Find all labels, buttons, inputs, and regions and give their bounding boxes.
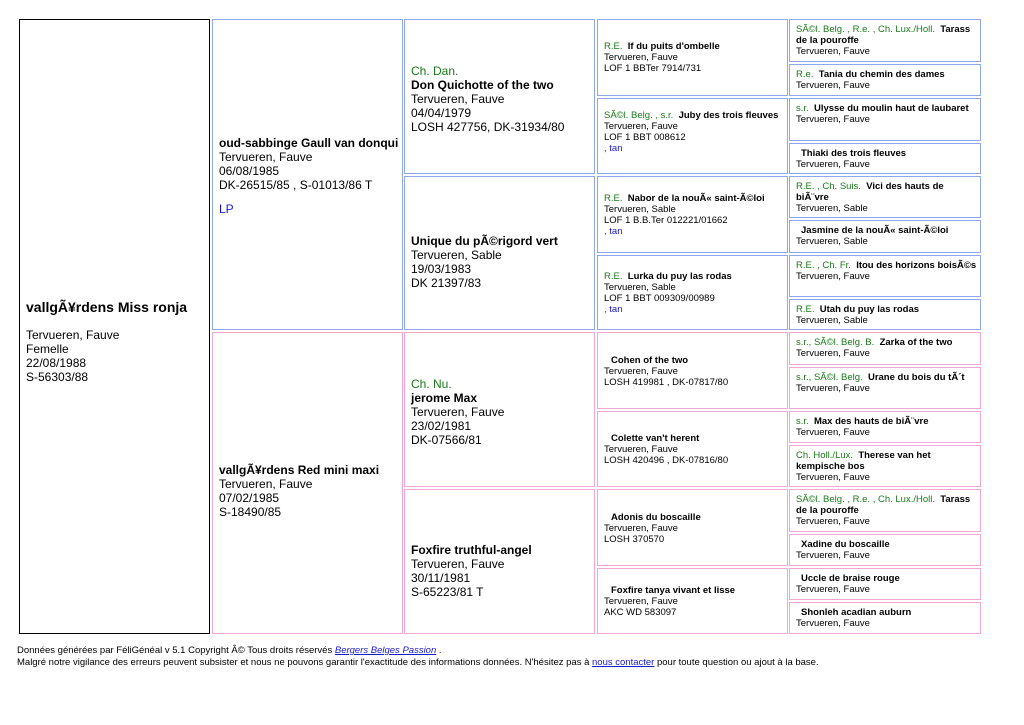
gen5-cell-4 <box>789 143 981 174</box>
gen4-reg: LOF 1 BBTer 7914/731 <box>604 63 702 74</box>
gen5-name: Zarka of the two <box>879 337 953 348</box>
gen5-name: Vici des hauts de biÃ¨vre <box>796 181 944 203</box>
gen5-title: R.E. <box>796 304 815 315</box>
subject-reg: S-56303/88 <box>26 370 89 384</box>
gen4-breed: Tervueren, Fauve <box>604 121 678 132</box>
dam-cell <box>212 332 403 634</box>
gen4-title: R.E. <box>604 41 623 52</box>
gen5-cell-8 <box>789 299 981 330</box>
footer-copyright: Données générées par FéliGénéal v 5.1 Copyright Â© Tous droits réservés <box>17 645 333 656</box>
gen5-cell-9 <box>789 332 981 365</box>
sire-name: oud-sabbinge Gaull van donqui <box>219 136 399 150</box>
footer-disclaimer: Malgré notre vigilance des erreurs peuvent subsister et nous ne pouvons garantir l'exactitude des informations données. N'hésitez pas à <box>17 657 590 668</box>
gen4-color: , tan <box>604 226 623 237</box>
gen3-reg: S-65223/81 T <box>411 585 484 599</box>
gen5-cell-6 <box>789 220 981 253</box>
gen4-reg: AKC WD 583097 <box>604 607 677 618</box>
gen5-title: R.E. , Ch. Fr. <box>796 260 851 271</box>
gen3-dob: 30/11/1981 <box>411 571 471 585</box>
gen5-name: Tarass de la pouroffe <box>796 24 971 46</box>
gen5-name: Therese van het kempische bos <box>796 450 931 472</box>
gen4-cell-7 <box>597 489 788 566</box>
gen5-cell-14 <box>789 534 981 566</box>
gen5-title: SÃ©l. Belg. , R.e. , Ch. Lux./Holl. <box>796 494 935 505</box>
gen3-title: Ch. Dan. <box>411 64 459 78</box>
gen5-breed: Tervueren, Sable <box>796 203 868 214</box>
gen5-breed: Tervueren, Fauve <box>796 80 870 91</box>
gen5-name: Tarass de la pouroffe <box>796 494 971 516</box>
gen5-title: R.e. <box>796 69 814 80</box>
gen4-breed: Tervueren, Fauve <box>604 596 678 607</box>
gen3-breed: Tervueren, Fauve <box>411 92 505 106</box>
gen5-title: Ch. Holl./Lux. <box>796 450 854 461</box>
gen5-cell-12 <box>789 445 981 487</box>
gen4-name: Adonis du boscaille <box>611 512 701 523</box>
gen5-title: s.r., SÃ©l. Belg. B. <box>796 337 875 348</box>
gen4-reg: LOSH 420496 , DK-07816/80 <box>604 455 729 466</box>
gen3-reg: LOSH 427756, DK-31934/80 <box>411 120 565 134</box>
gen5-breed: Tervueren, Fauve <box>796 114 870 125</box>
gen3-cell-2 <box>404 176 595 330</box>
footer-line-2 <box>17 657 819 669</box>
gen3-breed: Tervueren, Fauve <box>411 405 505 419</box>
gen5-breed: Tervueren, Fauve <box>796 271 870 282</box>
gen4-breed: Tervueren, Fauve <box>604 52 678 63</box>
gen5-cell-5 <box>789 176 981 218</box>
gen5-name: Shonleh acadian auburn <box>801 607 912 618</box>
gen5-cell-7 <box>789 255 981 297</box>
gen3-reg: DK-07566/81 <box>411 433 482 447</box>
footer-line-1 <box>17 645 819 657</box>
gen3-title: Ch. Nu. <box>411 377 452 391</box>
gen4-name: Juby des trois fleuves <box>678 110 779 121</box>
dam-name: vallgÃ¥rdens Red mini maxi <box>219 463 380 477</box>
gen4-cell-8 <box>597 568 788 634</box>
gen5-breed: Tervueren, Fauve <box>796 618 870 629</box>
gen5-breed: Tervueren, Sable <box>796 315 868 326</box>
gen3-name: Foxfire truthful-angel <box>411 543 532 557</box>
footer-line1-suffix: . <box>438 645 442 656</box>
gen3-cell-1 <box>404 19 595 174</box>
gen5-cell-10 <box>789 367 981 409</box>
gen5-breed: Tervueren, Fauve <box>796 383 870 394</box>
gen3-dob: 23/02/1981 <box>411 419 472 433</box>
gen4-reg: LOSH 370570 <box>604 534 665 545</box>
sire-breed: Tervueren, Fauve <box>219 150 313 164</box>
gen4-title: R.E. <box>604 271 623 282</box>
site-link[interactable]: Bergers Belges Passion <box>334 645 437 656</box>
gen5-cell-3 <box>789 98 981 141</box>
gen5-name: Utah du puy las rodas <box>819 304 920 315</box>
footer-line2-suffix: pour toute question ou ajout à la base. <box>656 657 819 668</box>
gen4-reg: LOF 1 BBT 008612 <box>604 132 686 143</box>
gen5-cell-15 <box>789 568 981 600</box>
gen4-breed: Tervueren, Fauve <box>604 366 678 377</box>
gen4-title: SÃ©l. Belg. , s.r. <box>604 110 674 121</box>
gen4-color: , tan <box>604 143 623 154</box>
gen4-cell-2 <box>597 98 788 174</box>
gen3-dob: 04/04/1979 <box>411 106 472 120</box>
dam-dob: 07/02/1985 <box>219 491 280 505</box>
subject-sex: Femelle <box>26 342 69 356</box>
dam-breed: Tervueren, Fauve <box>219 477 313 491</box>
gen5-name: Ulysse du moulin haut de laubaret <box>813 103 969 114</box>
gen5-breed: Tervueren, Fauve <box>796 46 870 57</box>
gen4-cell-4 <box>597 255 788 330</box>
gen3-cell-4 <box>404 489 595 634</box>
gen3-reg: DK 21397/83 <box>411 276 482 290</box>
gen3-name: Unique du pÃ©rigord vert <box>411 234 558 248</box>
gen5-name: Thiaki des trois fleuves <box>801 148 907 159</box>
sire-extra: LP <box>219 202 234 216</box>
gen4-cell-3 <box>597 176 788 253</box>
gen5-name: Jasmine de la nouÃ« saint-Ã©loi <box>801 225 949 236</box>
footer <box>17 645 819 669</box>
gen3-cell-3 <box>404 332 595 487</box>
dam-reg: S-18490/85 <box>219 505 282 519</box>
gen5-cell-16 <box>789 602 981 634</box>
gen3-breed: Tervueren, Fauve <box>411 557 505 571</box>
gen3-name: jerome Max <box>411 391 478 405</box>
gen4-cell-1 <box>597 19 788 96</box>
sire-reg: DK-26515/85 , S-01013/86 T <box>219 178 373 192</box>
gen5-title: R.E. , Ch. Suis. <box>796 181 861 192</box>
gen5-title: s.r., SÃ©l. Belg. <box>796 372 863 383</box>
sire-cell <box>212 19 403 330</box>
gen5-breed: Tervueren, Fauve <box>796 427 870 438</box>
gen5-breed: Tervueren, Fauve <box>796 348 870 359</box>
gen4-title: R.E. <box>604 193 623 204</box>
gen4-breed: Tervueren, Sable <box>604 282 676 293</box>
gen4-name: Lurka du puy las rodas <box>627 271 732 282</box>
gen5-cell-11 <box>789 411 981 443</box>
gen5-title: s.r. <box>796 103 809 114</box>
gen5-cell-2 <box>789 64 981 96</box>
gen4-name: If du puits d'ombelle <box>627 41 720 52</box>
subject-dob: 22/08/1988 <box>26 356 87 370</box>
gen5-breed: Tervueren, Fauve <box>796 472 870 483</box>
gen5-breed: Tervueren, Fauve <box>796 516 870 527</box>
gen4-cell-5 <box>597 332 788 409</box>
subject-breed: Tervueren, Fauve <box>26 328 120 342</box>
gen5-cell-1 <box>789 19 981 62</box>
gen4-breed: Tervueren, Sable <box>604 204 676 215</box>
gen4-reg: LOSH 419981 , DK-07817/80 <box>604 377 729 388</box>
gen5-name: Itou des horizons boisÃ©s <box>856 260 977 271</box>
gen5-breed: Tervueren, Fauve <box>796 159 870 170</box>
gen3-dob: 19/03/1983 <box>411 262 472 276</box>
subject-cell <box>19 19 210 634</box>
gen4-cell-6 <box>597 411 788 487</box>
gen4-reg: LOF 1 BBT 009309/00989 <box>604 293 715 304</box>
gen5-name: Uccle de braise rouge <box>801 573 900 584</box>
gen4-color: , tan <box>604 304 623 315</box>
gen4-name: Cohen of the two <box>611 355 689 366</box>
gen4-reg: LOF 1 B.B.Ter 012221/01662 <box>604 215 728 226</box>
gen5-name: Tania du chemin des dames <box>818 69 945 80</box>
gen5-title: SÃ©l. Belg. , R.e. , Ch. Lux./Holl. <box>796 24 935 35</box>
gen5-breed: Tervueren, Fauve <box>796 550 870 561</box>
gen5-cell-13 <box>789 489 981 532</box>
gen5-title: s.r. <box>796 416 809 427</box>
gen5-breed: Tervueren, Sable <box>796 236 868 247</box>
gen5-breed: Tervueren, Fauve <box>796 584 870 595</box>
gen5-name: Xadine du boscaille <box>801 539 890 550</box>
gen5-name: Urane du bois du tÃ´t <box>867 372 965 383</box>
gen4-name: Nabor de la nouÃ« saint-Ã©loi <box>627 193 765 204</box>
gen4-name: Foxfire tanya vivant et lisse <box>611 585 736 596</box>
gen5-name: Max des hauts de biÃ¨vre <box>813 416 929 427</box>
gen3-breed: Tervueren, Sable <box>411 248 502 262</box>
sire-dob: 06/08/1985 <box>219 164 280 178</box>
gen3-name: Don Quichotte of the two <box>411 78 554 92</box>
contact-link[interactable]: nous contacter <box>592 657 655 668</box>
gen4-breed: Tervueren, Fauve <box>604 444 678 455</box>
gen4-name: Colette van't herent <box>611 433 700 444</box>
gen4-breed: Tervueren, Fauve <box>604 523 678 534</box>
subject-name: vallgÃ¥rdens Miss ronja <box>26 299 188 315</box>
